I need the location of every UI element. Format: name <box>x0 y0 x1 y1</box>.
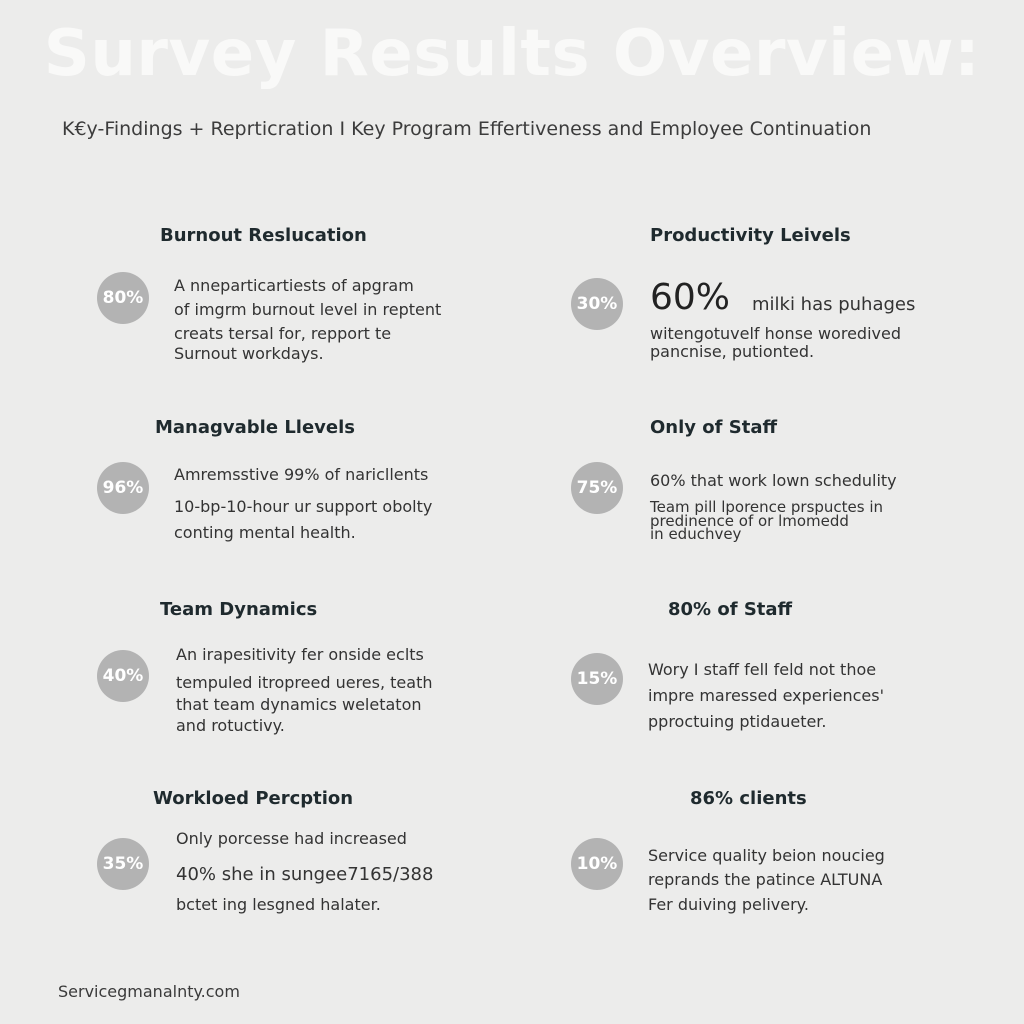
stat-badge-workload: 35% <box>97 838 149 890</box>
section-heading-86-clients: 86% clients <box>690 788 807 809</box>
section-text-line: predinence of or lmomedd <box>650 512 849 530</box>
section-text-line: Service quality beion noucieg <box>648 846 885 865</box>
section-text-line: Team pill lporence prspuctes in <box>650 498 884 516</box>
section-text-line: 10-bp-10-hour ur support obolty <box>174 497 433 516</box>
section-text-line: and rotuctivy. <box>176 716 285 735</box>
section-text-line: An irapesitivity fer onside eclts <box>176 645 424 664</box>
section-text-line: 60% that work lown schedulity <box>650 471 897 490</box>
productivity-big-stat: 60% <box>650 277 731 318</box>
stat-badge-team-dynamics: 40% <box>97 650 149 702</box>
stat-badge-80-of-staff: 15% <box>571 653 623 705</box>
page-title: Survey Results Overview: <box>43 17 981 91</box>
section-text-line: that team dynamics weletaton <box>176 695 422 714</box>
section-text-line: reprands the patince ALTUNA <box>648 870 883 889</box>
footer-link[interactable]: Servicegmanalnty.com <box>58 982 240 1001</box>
section-heading-workload: Workloed Percption <box>153 788 354 809</box>
section-text-line: Fer duiving pelivery. <box>648 895 809 914</box>
section-heading-team-dynamics: Team Dynamics <box>160 599 318 620</box>
section-heading-80-of-staff: 80% of Staff <box>668 599 793 620</box>
section-text-line: Surnout workdays. <box>174 344 324 363</box>
section-text-line: in educhvey <box>650 525 742 543</box>
section-text-line: bctet ing lesgned halater. <box>176 895 381 914</box>
section-text-line: Only porcesse had increased <box>176 829 407 848</box>
section-text-line: A nneparticartiests of apgram <box>174 276 414 295</box>
section-text-line: pancnise, putionted. <box>650 342 815 361</box>
section-heading-manageable: Managvable Llevels <box>155 417 355 438</box>
section-text-line: Wory I staff fell feld not thoe <box>648 660 877 679</box>
section-text-line: tempuled itropreed ueres, teath <box>176 673 433 692</box>
section-text-line: milki has puhages <box>752 294 916 315</box>
section-text-line: conting mental health. <box>174 523 356 542</box>
stat-badge-86-clients: 10% <box>571 838 623 890</box>
stat-badge-only-of-staff: 75% <box>571 462 623 514</box>
stat-badge-burnout: 80% <box>97 272 149 324</box>
section-heading-only-of-staff: Only of Staff <box>650 417 778 438</box>
stat-badge-manageable: 96% <box>97 462 149 514</box>
section-text-line: witengotuvelf honse woredived <box>650 324 901 343</box>
section-heading-productivity: Productivity Leivels <box>650 225 851 246</box>
section-text-line: impre maressed experiences' <box>648 686 884 705</box>
stat-badge-productivity: 30% <box>571 278 623 330</box>
section-text-line: of imgrm burnout level in reptent <box>174 300 442 319</box>
section-text-line: pproctuing ptidaueter. <box>648 712 827 731</box>
page-subtitle: K€y-Findings + Reprticration I Key Program Effertiveness and Employee Continuation <box>62 118 872 140</box>
section-text-line: creats tersal for, repport te <box>174 324 392 343</box>
section-text-line: Amremsstive 99% of naricllents <box>174 465 429 484</box>
section-heading-burnout: Burnout Reslucation <box>160 225 367 246</box>
section-text-line: 40% she in sungee7165/388 <box>176 864 434 885</box>
